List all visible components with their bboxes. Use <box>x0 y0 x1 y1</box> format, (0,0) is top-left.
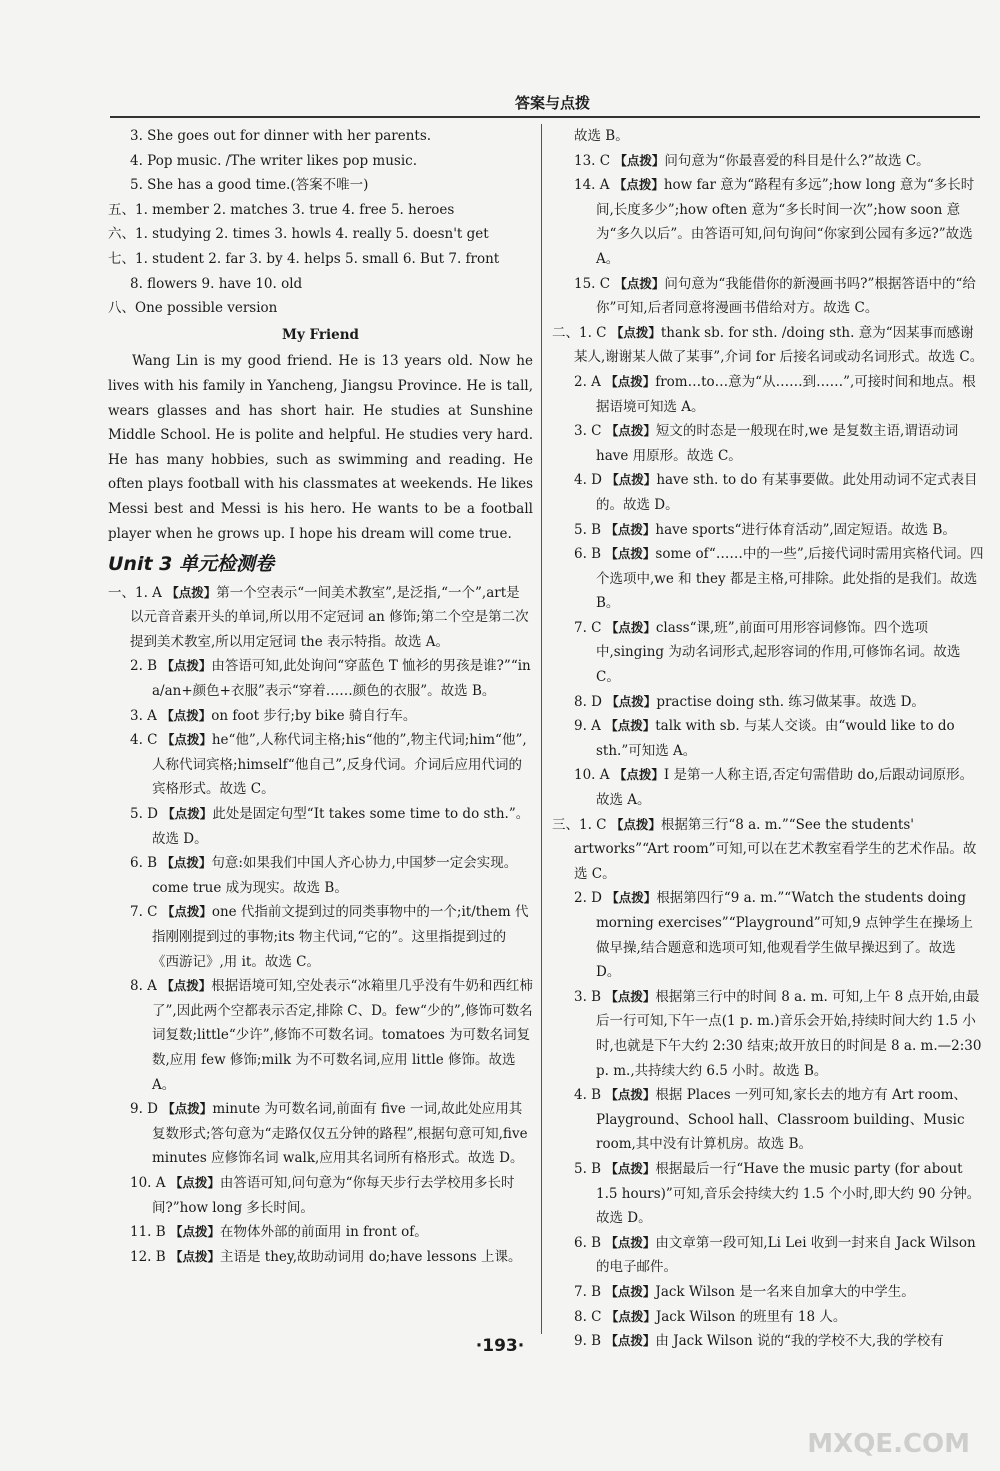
answer-text: 主语是 they,故助动词用 do;have lessons 上课。 <box>220 1248 522 1265</box>
tip-label: 【点拨】 <box>613 177 664 193</box>
unit-heading: Unit 3 单元检测卷 <box>108 553 274 576</box>
answer-item <box>108 1171 533 1220</box>
answer-line: 5. She has a good time.(答案不唯一) <box>130 177 369 194</box>
answer-item <box>552 173 984 271</box>
tip-label: 【点拨】 <box>169 1224 220 1240</box>
answer-number: 2. D <box>574 890 602 907</box>
answer-text: 由文章第一段可知,Li Lei 收到一封来自 Jack Wilson 的电子邮件。 <box>596 1234 976 1276</box>
answer-number: 6. B <box>574 546 602 563</box>
tip-label: 【点拨】 <box>161 658 212 674</box>
answer-text: 根据最后一行“Have the music party (for about 1.5 hours)”可知,音乐会持续大约 1.5 个小时,即大约 90 分钟。故选 D。 <box>596 1160 981 1227</box>
answer-number: 三、1. C <box>552 816 607 833</box>
answer-text: 根据第四行“9 a. m.”“Watch the students doing morning exercises”“Playground”可知,9 点钟学生在操场上做早操,结合题意和选项可知,他观看学生做早操迟到了。故选 D。 <box>596 890 973 981</box>
section-line: 五、1. member 2. matches 3. true 4. free 5. heroes <box>108 201 455 218</box>
tip-label: 【点拨】 <box>169 1174 220 1190</box>
page-number: ·193· <box>475 1336 525 1356</box>
answer-number: 3. B <box>574 988 602 1005</box>
answer-text: 问句意为“我能借你的新漫画书吗?”根据答语中的“给你”可知,后者同意将漫画书借给对方。故选 C。 <box>596 275 976 317</box>
answer-number: 10. A <box>574 767 610 784</box>
answer-number: 一、1. A <box>108 584 162 601</box>
answer-number: 8. C <box>574 1308 602 1325</box>
answer-number: 2. A <box>574 373 601 390</box>
answer-text: 短文的时态是一般现在时,we 是复数主语,谓语动词 have 用原形。故选 C。 <box>596 423 959 464</box>
answer-number: 7. C <box>574 619 602 636</box>
answer-text: have sth. to do 有某事要做。此处用动词不定式表目的。故选 D。 <box>596 472 978 513</box>
answer-number: 8. D <box>574 693 602 710</box>
answer-number: 11. B <box>130 1224 166 1241</box>
section-line: 8. flowers 9. have 10. old <box>130 275 303 292</box>
answer-text: how far 意为“路程有多远”;how long 意为“多长时间,长度多少”;how often 意为“多长时间一次”;how soon 意为“多久以后”。由答语可知,问句询问“你家到公园有多远?”故选 A。 <box>596 177 975 267</box>
answer-list <box>108 581 533 1270</box>
answer-item <box>108 1245 533 1270</box>
answer-text: 由 Jack Wilson 说的“我的学校不大,我的学校有 <box>655 1333 944 1350</box>
header-title: 答案与点拨 <box>514 94 590 112</box>
answer-text: class“课,班”,前面可用形容词修饰。四个选项中,singing 为动名词形式,起形容词的作用,可修饰名词。故选 C。 <box>596 619 961 686</box>
answer-number: 5. B <box>574 1160 602 1177</box>
tip-label: 【点拨】 <box>162 806 213 822</box>
answer-text: 在物体外部的前面用 in front of。 <box>220 1224 428 1241</box>
answer-item <box>552 616 984 690</box>
answer-text: he“他”,人称代词主格;his“他的”,物主代词;him“他”,人称代词宾格;himself“他自己”,反身代词。介词后应用代词的宾格形式。故选 C。 <box>152 732 527 798</box>
answer-number: 二、1. C <box>552 324 607 341</box>
answer-text: talk with sb. 与某人交谈。由“would like to do sth.”可知选 A。 <box>596 718 955 759</box>
answer-number: 4. B <box>574 1087 602 1104</box>
answer-number: 5. B <box>574 521 602 538</box>
right-column <box>552 124 984 1354</box>
answer-item <box>552 886 984 984</box>
essay <box>108 349 533 546</box>
answer-number: 12. B <box>130 1248 166 1265</box>
answer-text: practise doing sth. 练习做某事。故选 D。 <box>656 693 925 710</box>
tip-label: 【点拨】 <box>613 767 664 783</box>
answer-text: 根据 Places 一列可知,家长去的地方有 Art room、Playground、School hall、Classroom building、Music room,其中没有计算机房。故选 B。 <box>596 1087 967 1153</box>
answer-item <box>552 149 984 174</box>
answer-number: 9. A <box>574 718 601 735</box>
watermark-logo <box>780 1364 970 1459</box>
answer-text: 此处是固定句型“It takes some time to do sth.”。故选 D。 <box>152 806 530 847</box>
answer-text: on foot 步行;by bike 骑自行车。 <box>211 707 417 724</box>
tip-label: 【点拨】 <box>606 472 657 488</box>
answer-line: 3. She goes out for dinner with her parents. <box>130 128 432 144</box>
answer-text: 第一个空表示“一间美术教室”,是泛指,“一个”,art是以元音音素开头的单词,所以用不定冠词 an 修饰;第二个空是第二次提到美术教室,所以用定冠词 the 表示特指。故选 A。 <box>130 584 529 650</box>
answer-item <box>552 714 984 763</box>
answer-item <box>552 518 984 543</box>
answer-item <box>108 802 533 851</box>
answer-item <box>108 900 533 974</box>
answer-number: 10. A <box>130 1174 166 1191</box>
watermark-text: MXQE.COM <box>807 1429 970 1459</box>
answer-text: from…to…意为“从……到……”,可接时间和地点。根据语境可知选 A。 <box>596 373 976 415</box>
answer-item <box>108 974 533 1097</box>
answer-item <box>552 542 984 616</box>
answer-item <box>108 654 533 703</box>
answer-item <box>552 985 984 1083</box>
answer-text: 根据第三行“8 a. m.”“See the students' artworks”“Art room”可知,可以在艺术教室看学生的艺术作品。故选 C。 <box>574 816 977 882</box>
answer-item <box>552 690 984 715</box>
answer-item <box>552 272 984 321</box>
answer-item <box>552 1157 984 1231</box>
answer-text: 根据语境可知,空处表示“冰箱里几乎没有牛奶和西红柿了”,因此两个空都表示否定,排除 C、D。few“少的”,修饰可数名词复数;little“少许”,修饰不可数名词。tomatoes 为可数名词复数,应用 few 修饰;milk 为不可数名词,应用 little 修饰。故选 A。 <box>152 978 533 1093</box>
answer-number: 14. A <box>574 177 610 194</box>
answer-number: 4. C <box>130 732 158 749</box>
tip-label: 【点拨】 <box>605 423 656 439</box>
answer-number: 5. D <box>130 806 158 823</box>
tip-label: 【点拨】 <box>605 988 656 1004</box>
answer-item <box>552 321 984 370</box>
answer-number: 9. B <box>574 1333 602 1350</box>
answer-number: 6. B <box>130 855 158 872</box>
answer-item <box>108 704 533 729</box>
section-line: 六、1. studying 2. times 3. howls 4. really 5. doesn't get <box>108 226 489 243</box>
tip-label: 【点拨】 <box>162 1101 213 1117</box>
tip-label: 【点拨】 <box>161 707 212 723</box>
tip-label: 【点拨】 <box>161 978 212 994</box>
answer-item <box>552 813 984 887</box>
essay-body: Wang Lin is my good friend. He is 13 years old. Now he lives with his family in Yancheng, Jiangsu Province. He is tall, wears glasses and has short hair. He studies at Sunshine Middle School. He is polite and helpful. He studies very hard. He has many hobbies, such as swimming and reading. He often plays football with his classmates at weekends. He likes Messi best and Messi is his hero. He wants to be a football player when he grows up. I hope his dream will come true. <box>108 353 533 542</box>
answer-item <box>108 1097 533 1171</box>
answer-item <box>552 1280 984 1305</box>
answer-number: 2. B <box>130 658 158 675</box>
tip-label: 【点拨】 <box>161 904 212 920</box>
answer-item <box>552 763 984 812</box>
tip-label: 【点拨】 <box>605 521 656 537</box>
tip-label: 【点拨】 <box>610 816 661 832</box>
answer-text: 句意:如果我们中国人齐心协力,中国梦一定会实现。come true 成为现实。故选 B。 <box>152 855 518 896</box>
answer-item <box>552 370 984 419</box>
tip-label: 【点拨】 <box>166 584 217 600</box>
left-column <box>108 124 533 1269</box>
answer-text: have sports“进行体育活动”,固定短语。故选 B。 <box>655 521 956 538</box>
tip-label: 【点拨】 <box>605 1333 656 1349</box>
answer-line: 故选 B。 <box>574 128 629 144</box>
answer-text: 由答语可知,此处询问“穿蓝色 T 恤衫的男孩是谁?”“in a/an+颜色+衣服”表示“穿着……颜色的衣服”。故选 B。 <box>152 658 531 700</box>
tip-label: 【点拨】 <box>169 1248 220 1264</box>
answer-text: thank sb. for sth. /doing sth. 意为“因某事而感谢某人,谢谢某人做了某事”,介词 for 后接名词或动名词形式。故选 C。 <box>574 324 984 366</box>
tip-label: 【点拨】 <box>605 1234 656 1250</box>
tip-label: 【点拨】 <box>161 855 212 871</box>
answer-item <box>552 468 984 517</box>
column-divider <box>541 124 542 1334</box>
answer-text: Jack Wilson 是一名来自加拿大的中学生。 <box>655 1283 915 1300</box>
tip-label: 【点拨】 <box>605 1308 656 1324</box>
answer-number: 7. B <box>574 1283 602 1300</box>
answer-text: 由答语可知,问句意为“你每天步行去学校用多长时间?”how long 多长时间。 <box>152 1174 515 1216</box>
answer-item <box>552 419 984 468</box>
answer-text: one 代指前文提到过的同类事物中的一个;it/them 代指刚刚提到过的事物;its 物主代词,“它的”。这里指提到过的《西游记》,用 it。故选 C。 <box>152 904 529 970</box>
answer-number: 3. C <box>574 423 602 440</box>
tip-label: 【点拨】 <box>605 1087 656 1103</box>
answer-text: 根据第三行中的时间 8 a. m. 可知,上午 8 点开始,由最后一行可知,下午一点(1 p. m.)音乐会开始,持续时间大约 1.5 小时,也就是下午大约 2:30 结束;故开放日的时间是 8 a. m.—2:30 p. m.,共持续大约 6.5 小时。故选 B。 <box>596 988 982 1079</box>
tip-label: 【点拨】 <box>605 1283 656 1299</box>
tip-label: 【点拨】 <box>614 275 665 291</box>
answer-number: 8. A <box>130 978 157 995</box>
tip-label: 【点拨】 <box>605 619 656 635</box>
answer-number: 4. D <box>574 472 602 489</box>
answer-number: 7. C <box>130 904 158 921</box>
answer-number: 15. C <box>574 275 611 292</box>
answer-item <box>552 1305 984 1330</box>
answer-number: 13. C <box>574 152 611 169</box>
answer-text: some of“……中的一些”,后接代词时需用宾格代词。四个选项中,we 和 they 都是主格,可排除。此处指的是我们。故选 B。 <box>596 546 984 612</box>
answer-item <box>108 851 533 900</box>
tip-label: 【点拨】 <box>605 373 656 389</box>
answer-item <box>552 1083 984 1157</box>
tip-label: 【点拨】 <box>610 324 661 340</box>
answer-item <box>108 728 533 802</box>
page-header <box>110 88 980 118</box>
tip-label: 【点拨】 <box>161 732 212 748</box>
tip-label: 【点拨】 <box>606 693 657 709</box>
answer-item <box>108 581 533 655</box>
essay-title: My Friend <box>282 326 359 343</box>
answer-number: 3. A <box>130 707 157 724</box>
section-line: 八、One possible version <box>108 300 278 317</box>
answer-text: Jack Wilson 的班里有 18 人。 <box>655 1308 847 1325</box>
tip-label: 【点拨】 <box>605 718 656 734</box>
answer-text: 问句意为“你最喜爱的科目是什么?”故选 C。 <box>664 152 930 169</box>
tip-label: 【点拨】 <box>605 1160 656 1176</box>
answer-text: I 是第一人称主语,否定句需借助 do,后跟动词原形。故选 A。 <box>596 767 974 809</box>
tip-label: 【点拨】 <box>614 152 665 168</box>
tip-label: 【点拨】 <box>606 890 657 906</box>
answer-number: 9. D <box>130 1101 158 1118</box>
answer-line: 4. Pop music. /The writer likes pop music. <box>130 152 417 169</box>
answer-item <box>108 1220 533 1245</box>
answer-list <box>552 149 984 1354</box>
tip-label: 【点拨】 <box>605 546 656 562</box>
answer-text: minute 为可数名词,前面有 five 一词,故此处应用其复数形式;答句意为“走路仅仅五分钟的路程”,根据句意可知,five minutes 应修饰名词 walk,应用其名词所有格形式。故选 D。 <box>152 1101 528 1167</box>
answer-item <box>552 1231 984 1280</box>
section-line: 七、1. student 2. far 3. by 4. helps 5. small 6. But 7. front <box>108 250 500 267</box>
answer-number: 6. B <box>574 1234 602 1251</box>
